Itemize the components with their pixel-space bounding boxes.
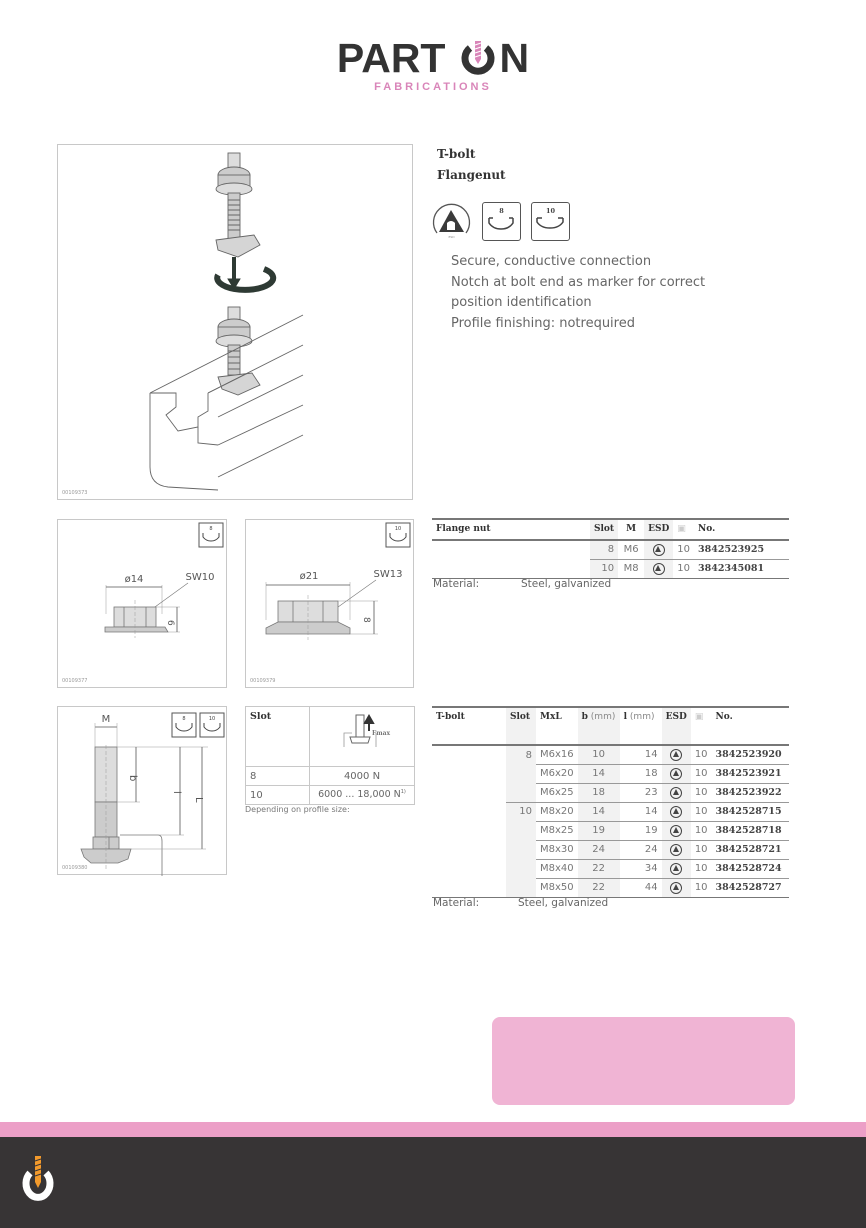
svg-text:b: b [127,775,138,782]
table-row: 8 4000 N [246,767,415,786]
esd-icon [670,787,682,799]
esd-icon [670,749,682,761]
svg-text:ESD: ESD [448,235,455,239]
flange-nut-table: Flange nut Slot M ESD ▣ No. 8 M6 10 3842523925 10 M8 10 3842345081 [432,518,789,579]
table-row: 8 M6 10 3842523925 [432,540,789,559]
figure-code: 00109380 [62,865,88,871]
brand-wordmark [337,36,529,80]
table-row: M6x20 14 18 10 3842523921 [432,764,789,783]
svg-text:8: 8 [182,716,186,722]
slot-header: Slot [246,707,310,767]
esd-icon [670,844,682,856]
slot-force-table [245,706,415,805]
col-name: T-bolt [436,712,465,722]
assembly-illustration [57,144,413,500]
tbolt-table: T-bolt Slot MxL b (mm) l (mm) ESD ▣ No. 8 M6x16 10 14 10 3842523920 M6x20 14 18 10 3842523921 M6x25 18 23 10 3842523922 10 M8x20 14 14 10 3842528715 M8x25 19 19 10 3842528718 M8x30 24 24 10 3842528721 M8x40 22 34 10 3842528724 M8x50 22 44 10 3842528727 [432,706,789,898]
brand-logo [0,36,866,93]
flange-nut-10-drawing [245,519,414,688]
esd-icon [653,563,665,575]
pack-qty-icon: ▣ [677,524,686,534]
pull-force-icon [314,711,410,759]
title-tbolt: T-bolt [437,147,476,161]
figure-code: 00109379 [250,678,276,684]
title-flange-nut: Flangenut [437,168,506,182]
power-screw-icon [461,40,495,76]
svg-text:10: 10 [394,526,402,532]
brand-part-text: PART [336,35,446,81]
figure-code: 00109377 [62,678,88,684]
table-row: 10 M8x20 14 14 10 3842528715 [432,802,789,821]
slot-label: 8 [209,526,213,532]
pink-callout-box [492,1017,795,1105]
esd-icon [670,806,682,818]
brand-n-text: N [499,35,530,81]
feature-item: position identification [451,295,592,310]
table-row: M6x25 18 23 10 3842523922 [432,783,789,802]
footer [0,1137,866,1228]
table-row: 10 M8 10 3842345081 [432,559,789,578]
slot-force-note: Depending on profile size: [245,805,350,814]
feature-item: Secure, conductive connection [451,254,652,269]
col-name: Flange nut [436,524,491,534]
svg-text:M: M [101,714,111,725]
svg-text:10: 10 [208,716,216,722]
figure-code: 00109373 [62,490,88,496]
svg-text:ø21: ø21 [299,571,319,582]
svg-text:Fmax: Fmax [372,730,391,737]
tbolt-dimension-drawing [57,706,227,875]
product-titles [437,144,506,186]
svg-text:ø14: ø14 [124,574,144,585]
svg-text:L: L [193,797,204,803]
pack-qty-icon: ▣ [694,712,704,722]
feature-item: Profile finishing: notrequired [451,315,635,331]
table-row: M8x25 19 19 10 3842528718 [432,821,789,840]
flange-nut-8-drawing [57,519,227,688]
footer-pink-band [0,1122,866,1137]
flange-nut-material: Material: Steel, galvanized [433,578,612,590]
svg-text:SW13: SW13 [373,569,403,580]
svg-text:l: l [171,791,182,794]
svg-text:SW10: SW10 [185,572,215,583]
esd-icon [670,882,682,894]
esd-icon [670,768,682,780]
brand-tagline: FABRICATIONS [374,81,492,93]
tbolt-assembly-drawing [58,145,414,501]
fmax-header [310,707,415,767]
esd-icon [653,544,665,556]
table-row: 10 6000 ... 18,000 $N^{1)}$ [246,786,415,805]
table-row: 8 M6x16 10 14 10 3842523920 [432,745,789,764]
esd-icon [670,825,682,837]
product-icons [431,199,570,244]
slot-8-icon: 8 [482,202,521,241]
table-row: M8x30 24 24 10 3842528721 [432,840,789,859]
power-screw-logo-icon [22,1153,54,1215]
feature-list [451,252,705,334]
slot-10-icon: 10 [531,202,570,241]
svg-text:8: 8 [361,617,371,623]
table-row: M8x40 22 34 10 3842528724 [432,859,789,878]
svg-text:6: 6 [165,620,175,626]
esd-icon [670,863,682,875]
table-row: M8x50 22 44 10 3842528727 [432,878,789,897]
esd-icon [431,199,472,244]
feature-item: Notch at bolt end as marker for correct [451,274,706,290]
tbolt-material: Material: Steel, galvanized [433,897,609,909]
